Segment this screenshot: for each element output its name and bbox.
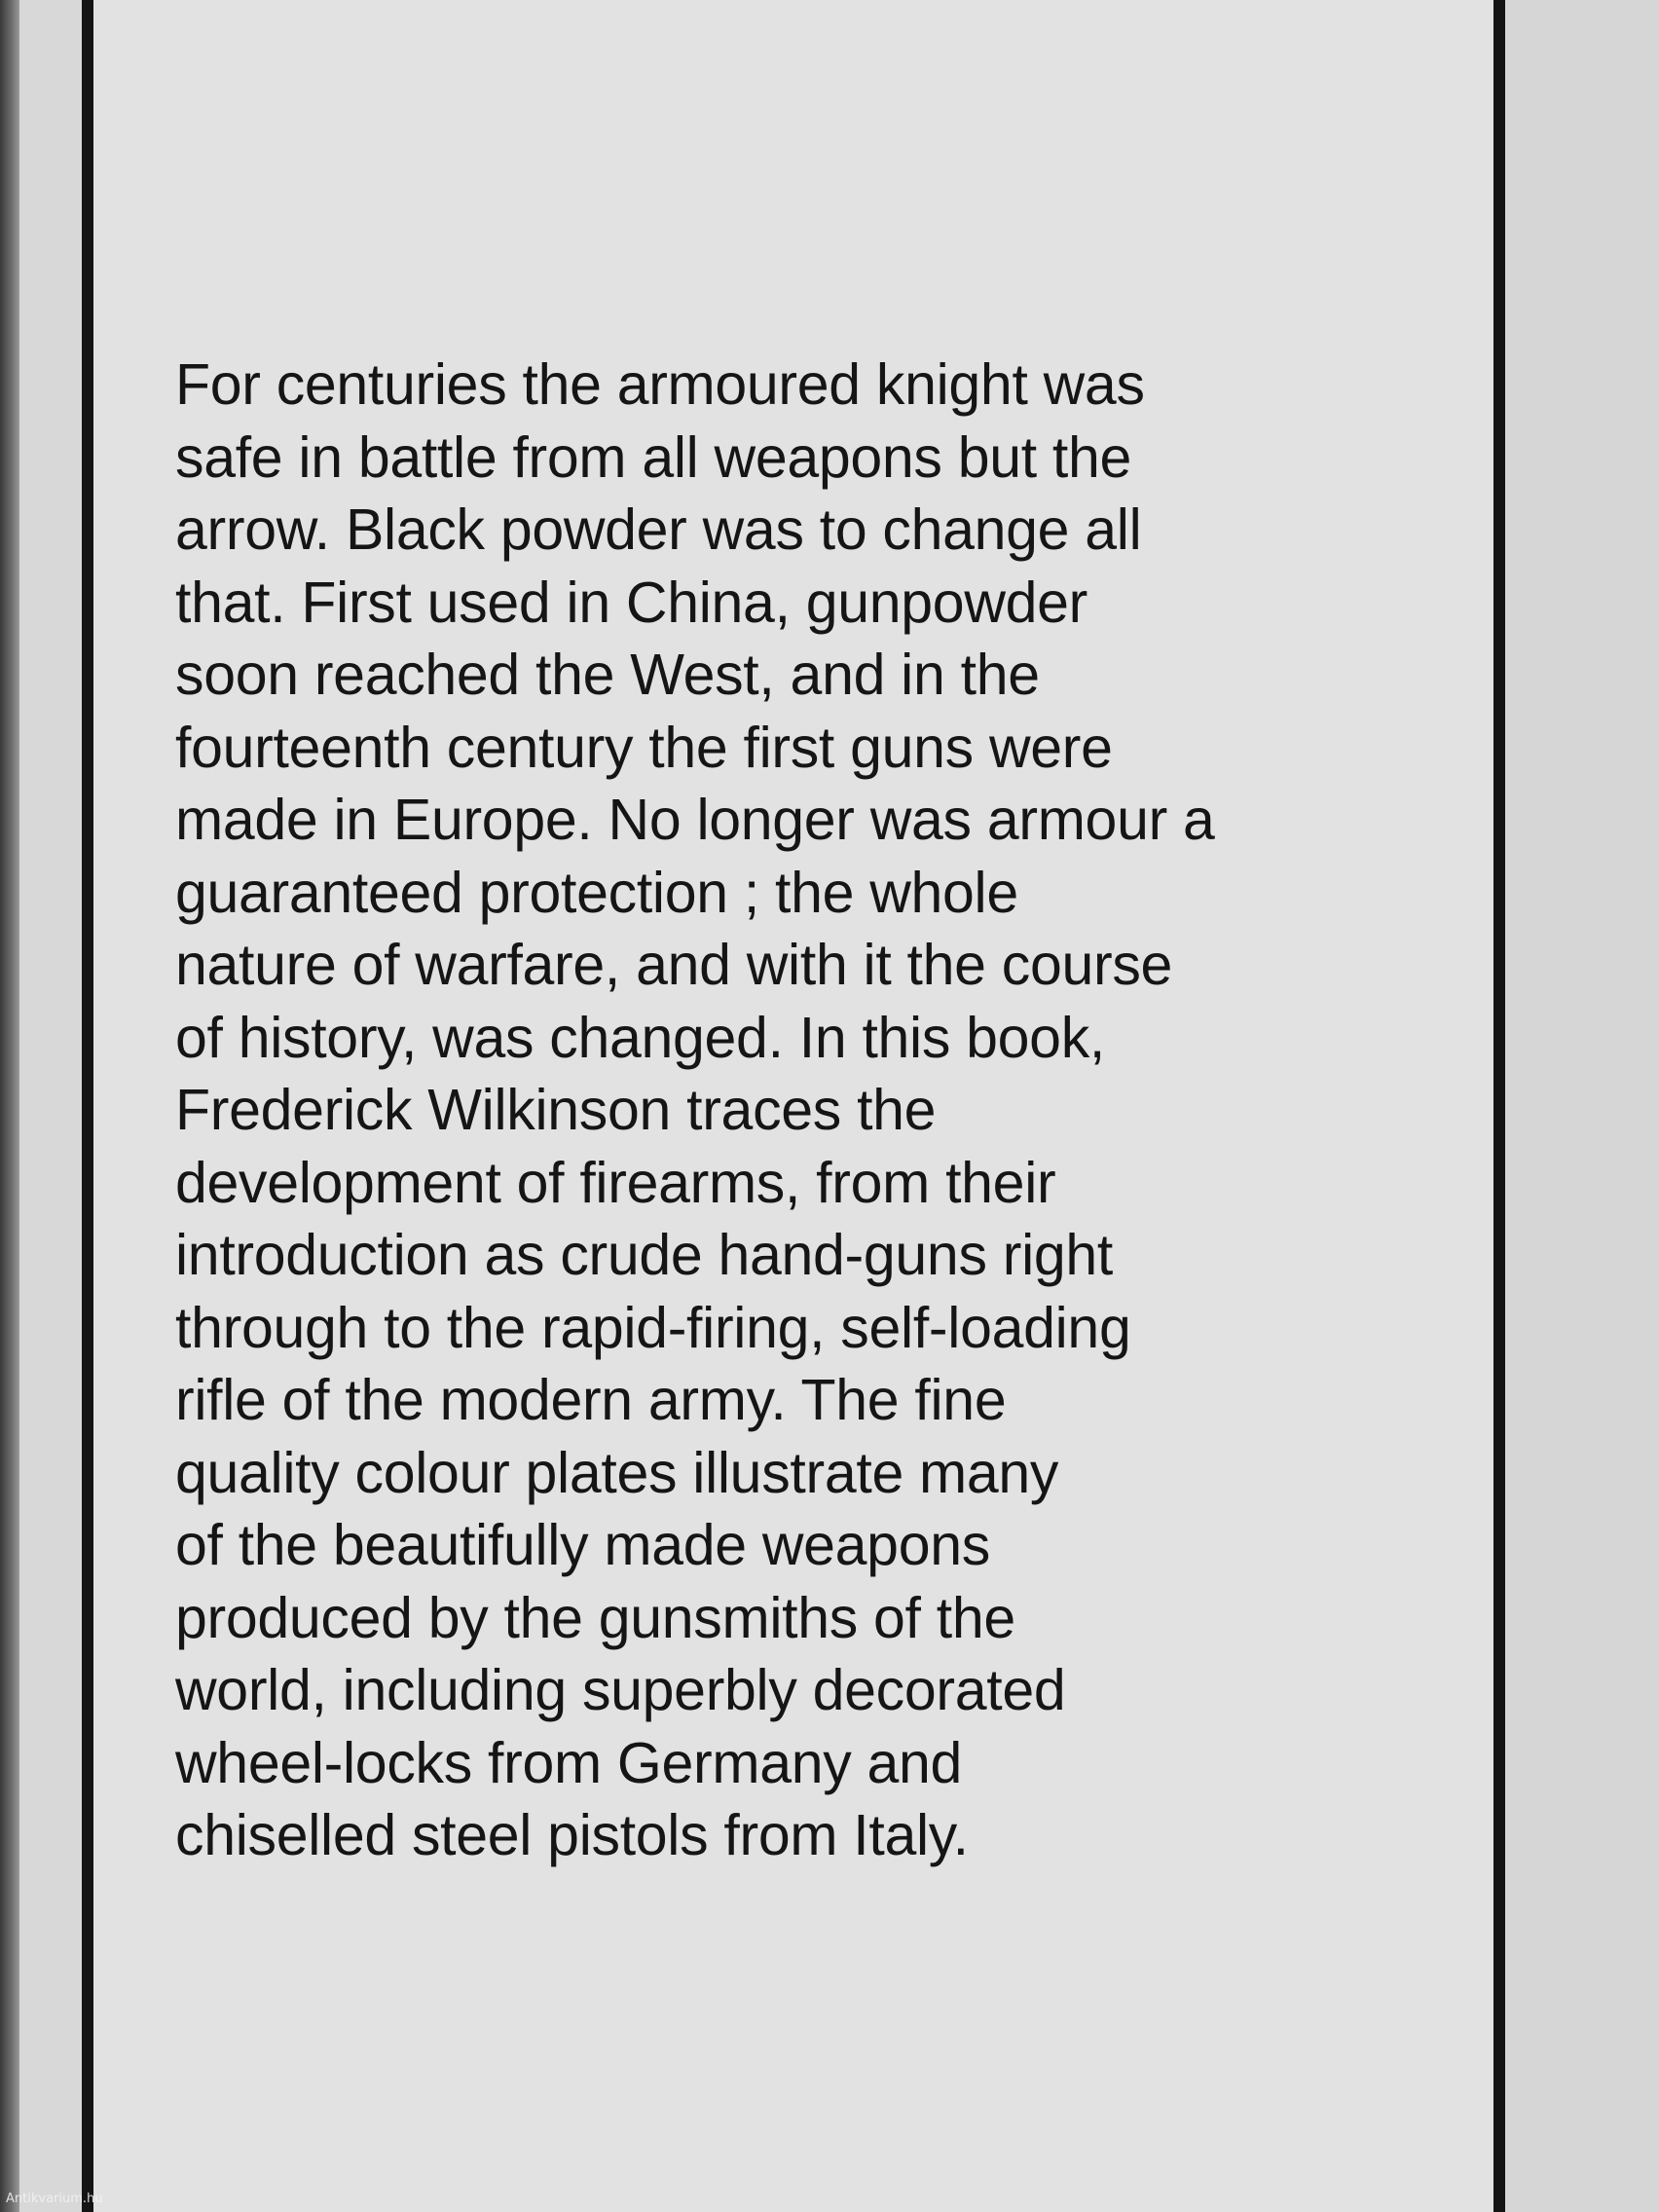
blurb-line-16: quality colour plates illustrate many	[175, 1440, 1059, 1505]
blurb-line-17: of the beautifully made weapons	[175, 1513, 990, 1577]
blurb-line-18: produced by the gunsmiths of the	[175, 1585, 1015, 1650]
right-border-rule	[1493, 0, 1505, 2212]
blurb-line-19: world, including superbly decorated	[175, 1658, 1066, 1722]
blurb-line-13: introduction as crude hand-guns right	[175, 1223, 1114, 1287]
blurb-line-6: fourteenth century the first guns were	[175, 715, 1113, 780]
left-border-rule	[82, 0, 93, 2212]
blurb-line-12: development of firearms, from their	[175, 1150, 1056, 1215]
blurb-line-8: guaranteed protection ; the whole	[175, 860, 1018, 925]
blurb-line-1: For centuries the armoured knight was	[175, 352, 1145, 417]
blurb-line-5: soon reached the West, and in the	[175, 643, 1040, 707]
left-book-edge	[0, 0, 19, 2212]
blurb-line-20: wheel-locks from Germany and	[175, 1730, 963, 1795]
watermark-text: Antikvarium.hu	[6, 2192, 103, 2206]
back-cover-blurb	[175, 349, 1441, 1872]
blurb-line-15: rifle of the modern army. The fine	[175, 1368, 1007, 1432]
blurb-line-9: nature of warfare, and with it the course	[175, 933, 1173, 997]
blurb-line-3: arrow. Black powder was to change all	[175, 498, 1142, 562]
blurb-line-7: made in Europe. No longer was armour a	[175, 788, 1215, 852]
blurb-line-21: chiselled steel pistols from Italy.	[175, 1803, 969, 1867]
blurb-line-4: that. First used in China, gunpowder	[175, 570, 1088, 635]
blurb-line-14: through to the rapid-firing, self-loading	[175, 1295, 1131, 1360]
right-margin-strip	[1505, 0, 1659, 2212]
blurb-line-11: Frederick Wilkinson traces the	[175, 1078, 937, 1142]
blurb-line-2: safe in battle from all weapons but the	[175, 424, 1132, 490]
blurb-line-10: of history, was changed. In this book,	[175, 1005, 1105, 1070]
